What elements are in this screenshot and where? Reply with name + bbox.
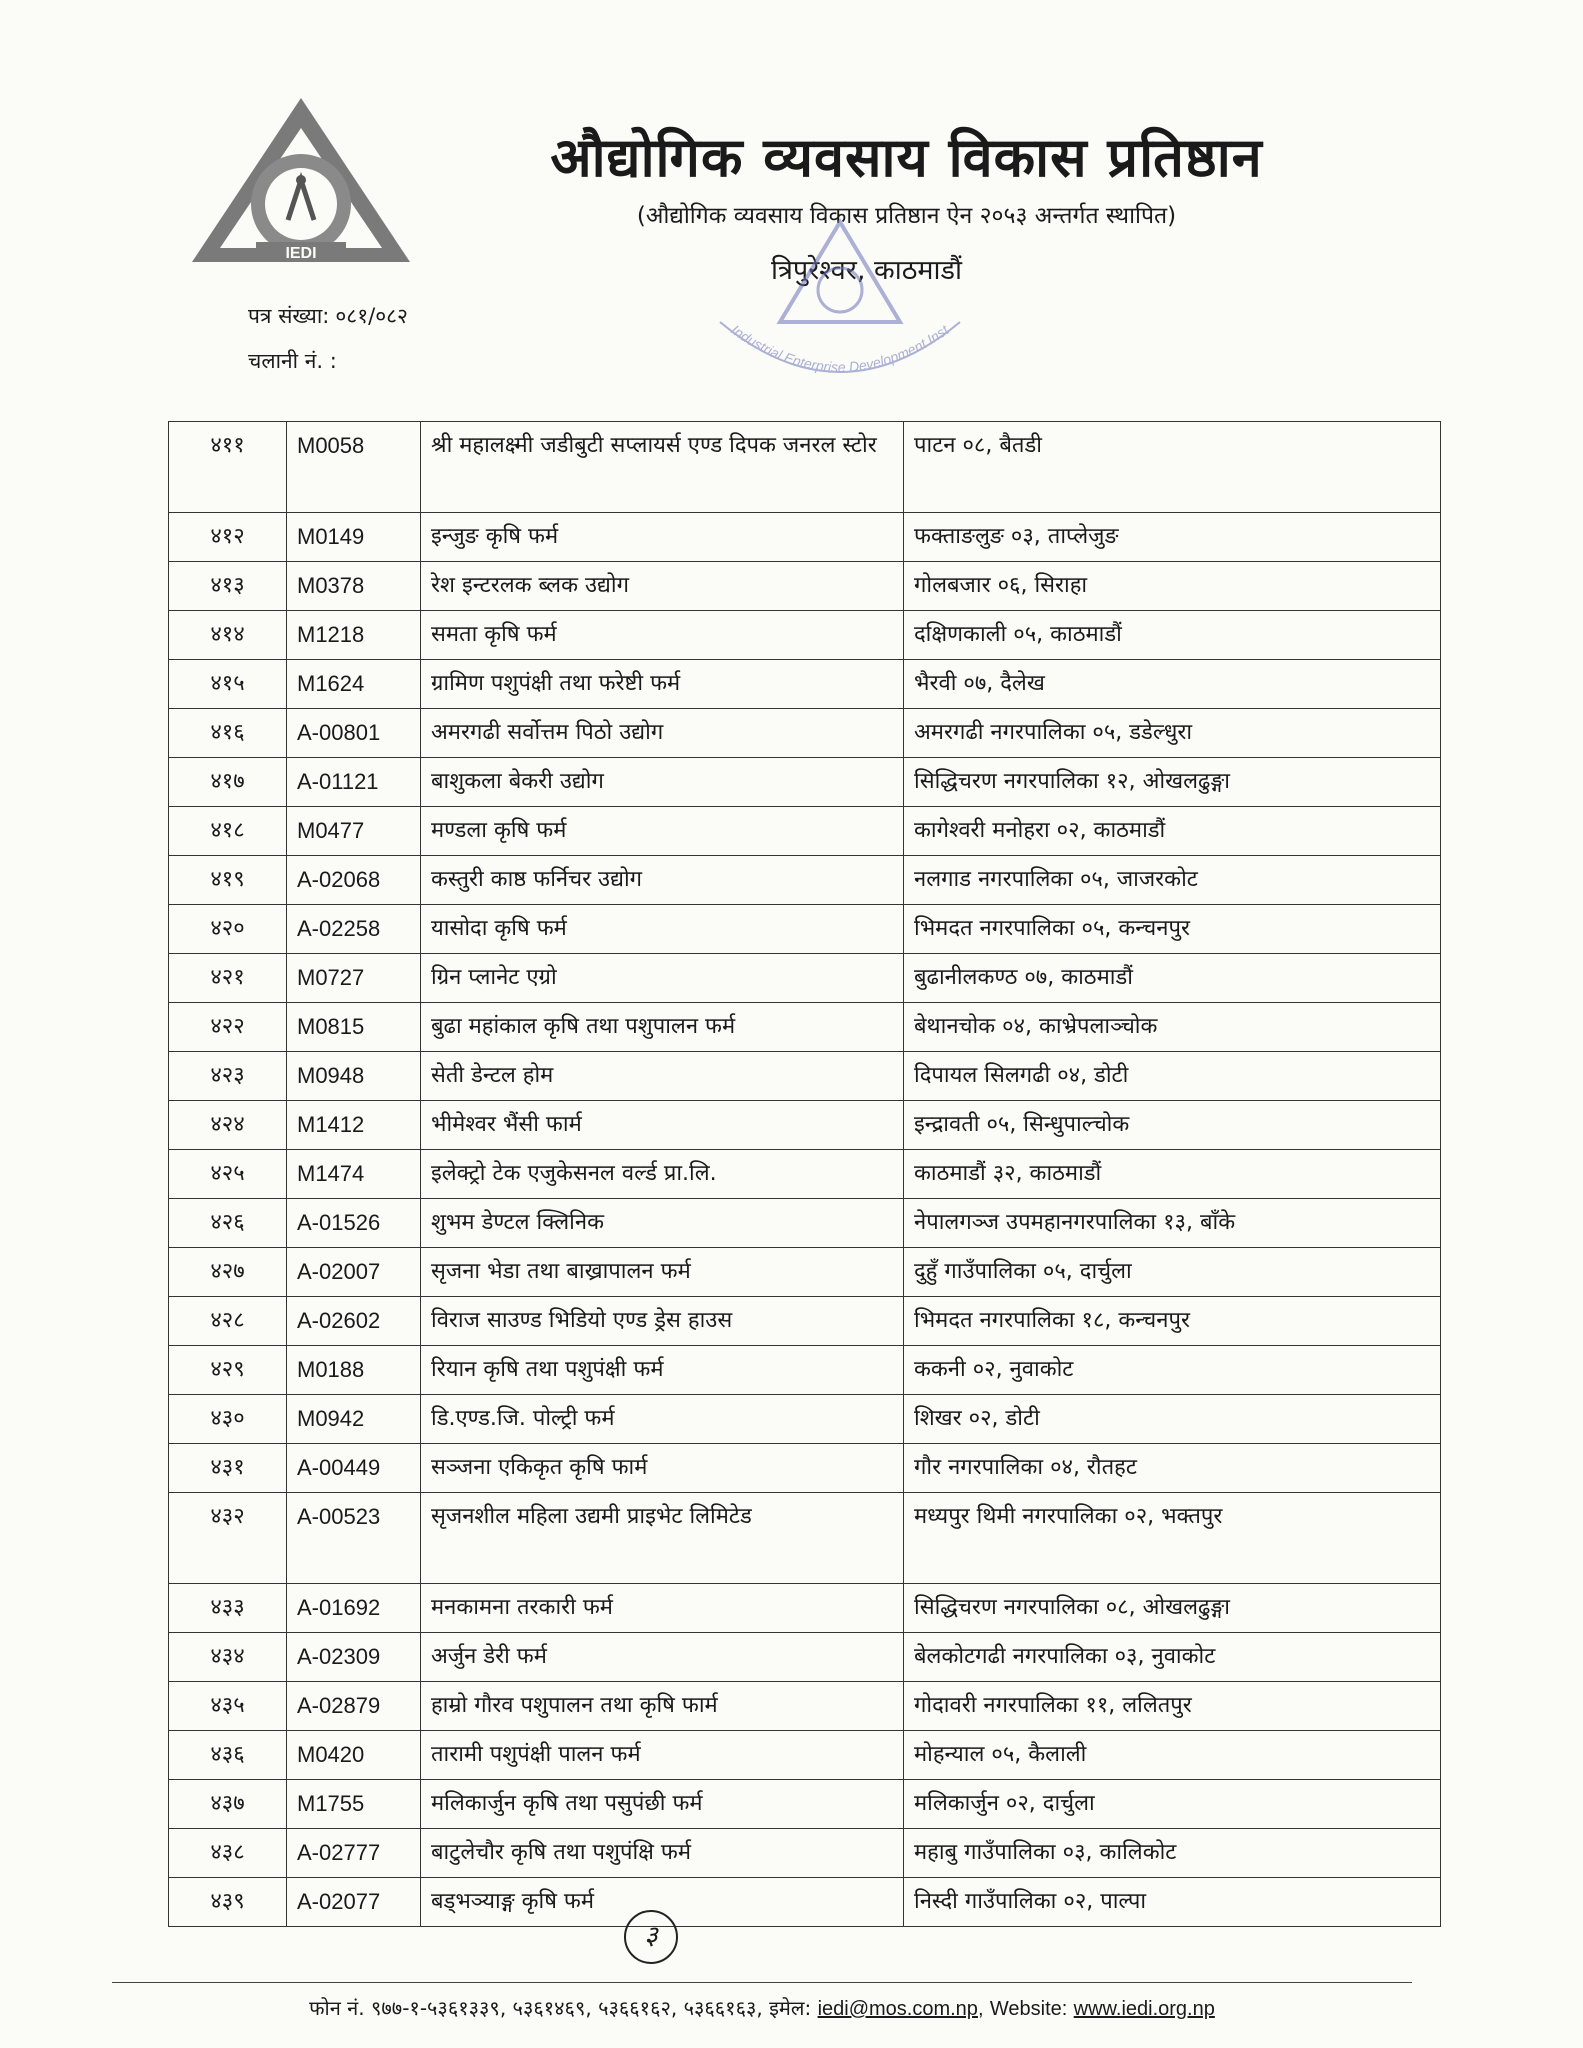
enterprise-name-cell: समता कृषि फर्म (421, 611, 904, 660)
serial-number-cell: ४२७ (169, 1248, 287, 1297)
website-link[interactable]: www.iedi.org.np (1073, 1998, 1215, 2020)
table-row (169, 1633, 1441, 1682)
serial-number-cell: ४१९ (169, 856, 287, 905)
table-row (169, 1248, 1441, 1297)
table-row (169, 1101, 1441, 1150)
serial-number-cell: ४३७ (169, 1780, 287, 1829)
enterprise-name-cell: सृजना भेडा तथा बाख्रापालन फर्म (421, 1248, 904, 1297)
registration-code-cell: M0149 (287, 513, 421, 562)
table-row (169, 1731, 1441, 1780)
enterprise-name-cell: मनकामना तरकारी फर्म (421, 1584, 904, 1633)
registration-code-cell: A-00523 (287, 1493, 421, 1584)
enterprise-address-cell: मध्यपुर थिमी नगरपालिका ०२, भक्तपुर (904, 1493, 1441, 1584)
registration-code-cell: M0378 (287, 562, 421, 611)
enterprise-name-cell: मण्डला कृषि फर्म (421, 807, 904, 856)
enterprise-address-cell: फक्ताङलुङ ०३, ताप्लेजुङ (904, 513, 1441, 562)
registration-code-cell: A-02602 (287, 1297, 421, 1346)
table-row (169, 807, 1441, 856)
enterprise-address-cell: अमरगढी नगरपालिका ०५, डडेल्धुरा (904, 709, 1441, 758)
enterprise-address-cell: बुढानीलकण्ठ ०७, काठमाडौं (904, 954, 1441, 1003)
table-row (169, 1346, 1441, 1395)
serial-number-cell: ४२० (169, 905, 287, 954)
registration-code-cell: M0477 (287, 807, 421, 856)
serial-number-cell: ४३६ (169, 1731, 287, 1780)
registration-code-cell: A-01526 (287, 1199, 421, 1248)
serial-number-cell: ४३० (169, 1395, 287, 1444)
table-row (169, 1493, 1441, 1584)
serial-number-cell: ४३१ (169, 1444, 287, 1493)
enterprise-address-cell: बेथानचोक ०४, काभ्रेपलाञ्चोक (904, 1003, 1441, 1052)
serial-number-cell: ४३२ (169, 1493, 287, 1584)
enterprise-name-cell: बाशुकला बेकरी उद्योग (421, 758, 904, 807)
table-row (169, 1003, 1441, 1052)
table-row (169, 1682, 1441, 1731)
enterprise-address-cell: कागेश्वरी मनोहरा ०२, काठमाडौं (904, 807, 1441, 856)
enterprise-name-cell: सञ्जना एकिकृत कृषि फार्म (421, 1444, 904, 1493)
registration-code-cell: M0420 (287, 1731, 421, 1780)
table-row (169, 1199, 1441, 1248)
enterprise-name-cell: इन्जुङ कृषि फर्म (421, 513, 904, 562)
serial-number-cell: ४२९ (169, 1346, 287, 1395)
serial-number-cell: ४१४ (169, 611, 287, 660)
table-row (169, 1444, 1441, 1493)
registration-code-cell: A-02007 (287, 1248, 421, 1297)
registration-code-cell: M1412 (287, 1101, 421, 1150)
registration-code-cell: A-02258 (287, 905, 421, 954)
enterprise-name-cell: सृजनशील महिला उद्यमी प्राइभेट लिमिटेड (421, 1493, 904, 1584)
table-row (169, 513, 1441, 562)
table-row (169, 1878, 1441, 1927)
serial-number-cell: ४२५ (169, 1150, 287, 1199)
enterprise-address-cell: इन्द्रावती ०५, सिन्धुपाल्चोक (904, 1101, 1441, 1150)
enterprise-address-cell: बेलकोटगढी नगरपालिका ०३, नुवाकोट (904, 1633, 1441, 1682)
enterprise-address-cell: पाटन ०८, बैतडी (904, 422, 1441, 513)
enterprise-name-cell: डि.एण्ड.जि. पोल्ट्री फर्म (421, 1395, 904, 1444)
enterprise-address-cell: सिद्धिचरण नगरपालिका १२, ओखलढुङ्गा (904, 758, 1441, 807)
enterprise-address-cell: गोलबजार ०६, सिराहा (904, 562, 1441, 611)
serial-number-cell: ४२१ (169, 954, 287, 1003)
enterprise-address-cell: भिमदत नगरपालिका १८, कन्चनपुर (904, 1297, 1441, 1346)
enterprise-name-cell: बुढा महांकाल कृषि तथा पशुपालन फर्म (421, 1003, 904, 1052)
stamp-seal-icon (700, 212, 980, 412)
footer: फोन नं. ९७७-१-५३६१३३९, ५३६१४६९, ५३६६१६२, ५३६६१६३, इमेल: iedi@mos.com.np, Website: www.iedi.org.np (309, 1996, 1215, 2020)
enterprise-address-cell: निस्दी गाउँपालिका ०२, पाल्पा (904, 1878, 1441, 1927)
enterprise-address-cell: नलगाड नगरपालिका ०५, जाजरकोट (904, 856, 1441, 905)
table-row (169, 1780, 1441, 1829)
enterprise-name-cell: विराज साउण्ड भिडियो एण्ड ड्रेस हाउस (421, 1297, 904, 1346)
letter-number-label: पत्र संख्या: (248, 304, 330, 328)
table-row (169, 1584, 1441, 1633)
enterprise-address-cell: काठमाडौं ३२, काठमाडौं (904, 1150, 1441, 1199)
registration-code-cell: A-02777 (287, 1829, 421, 1878)
enterprise-address-cell: भिमदत नगरपालिका ०५, कन्चनपुर (904, 905, 1441, 954)
enterprise-name-cell: तारामी पशुपंक्षी पालन फर्म (421, 1731, 904, 1780)
registration-code-cell: M0948 (287, 1052, 421, 1101)
table-row (169, 422, 1441, 513)
registration-code-cell: M0727 (287, 954, 421, 1003)
serial-number-cell: ४३९ (169, 1878, 287, 1927)
registration-code-cell: M0815 (287, 1003, 421, 1052)
registration-code-cell: A-00801 (287, 709, 421, 758)
enterprise-address-cell: मोहन्याल ०५, कैलाली (904, 1731, 1441, 1780)
svg-text:IEDI: IEDI (285, 245, 317, 262)
email-label: इमेल: (769, 1996, 812, 2020)
registration-code-cell: M1624 (287, 660, 421, 709)
table-row (169, 709, 1441, 758)
table-row (169, 562, 1441, 611)
registration-code-cell: A-02077 (287, 1878, 421, 1927)
letter-number-value: ०८१/०८२ (335, 304, 408, 328)
registration-code-cell: M1755 (287, 1780, 421, 1829)
enterprise-name-cell: सेती डेन्टल होम (421, 1052, 904, 1101)
serial-number-cell: ४२४ (169, 1101, 287, 1150)
table-row (169, 1150, 1441, 1199)
table-row (169, 660, 1441, 709)
svg-text:Industrial Enterprise Developm: Industrial Enterprise Development Inst (728, 321, 952, 376)
serial-number-cell: ४३४ (169, 1633, 287, 1682)
enterprise-name-cell: मलिकार्जुन कृषि तथा पसुपंछी फर्म (421, 1780, 904, 1829)
table-row (169, 758, 1441, 807)
enterprise-table (168, 421, 1441, 1927)
registration-code-cell: A-02309 (287, 1633, 421, 1682)
enterprise-name-cell: अमरगढी सर्वोत्तम पिठो उद्योग (421, 709, 904, 758)
phone-label: फोन नं. (309, 1996, 365, 2020)
office-stamp (700, 212, 980, 412)
enterprise-address-cell: गोदावरी नगरपालिका ११, ललितपुर (904, 1682, 1441, 1731)
table-row (169, 1395, 1441, 1444)
registration-code-cell: A-00449 (287, 1444, 421, 1493)
enterprise-name-cell: बाटुलेचौर कृषि तथा पशुपंक्षि फर्म (421, 1829, 904, 1878)
registration-code-cell: M1474 (287, 1150, 421, 1199)
enterprise-address-cell: दुहुँ गाउँपालिका ०५, दार्चुला (904, 1248, 1441, 1297)
serial-number-cell: ४१३ (169, 562, 287, 611)
serial-number-cell: ४३८ (169, 1829, 287, 1878)
serial-number-cell: ४१२ (169, 513, 287, 562)
enterprise-address-cell: गौर नगरपालिका ०४, रौतहट (904, 1444, 1441, 1493)
enterprise-address-cell: भैरवी ०७, दैलेख (904, 660, 1441, 709)
enterprise-name-cell: ग्रिन प्लानेट एग्रो (421, 954, 904, 1003)
registration-code-cell: A-02879 (287, 1682, 421, 1731)
enterprise-address-cell: दिपायल सिलगढी ०४, डोटी (904, 1052, 1441, 1101)
serial-number-cell: ४३५ (169, 1682, 287, 1731)
org-title: औद्योगिक व्यवसाय विकास प्रतिष्ठान (550, 126, 1263, 189)
org-subtitle: (औद्योगिक व्यवसाय विकास प्रतिष्ठान ऐन २०५३ अन्तर्गत स्थापित) (636, 203, 1177, 229)
enterprise-address-cell: दक्षिणकाली ०५, काठमाडौं (904, 611, 1441, 660)
enterprise-address-cell: ककनी ०२, नुवाकोट (904, 1346, 1441, 1395)
table-row (169, 1297, 1441, 1346)
website-label: Website: (989, 1998, 1068, 2020)
enterprise-name-cell: हाम्रो गौरव पशुपालन तथा कृषि फार्म (421, 1682, 904, 1731)
org-address: त्रिपुरेश्वर, काठमाडौं (771, 255, 962, 286)
serial-number-cell: ४२३ (169, 1052, 287, 1101)
registration-code-cell: A-01692 (287, 1584, 421, 1633)
table-row (169, 856, 1441, 905)
phone-numbers: ९७७-१-५३६१३३९, ५३६१४६९, ५३६६१६२, ५३६६१६३, (371, 1996, 763, 2020)
serial-number-cell: ४१५ (169, 660, 287, 709)
serial-number-cell: ४११ (169, 422, 287, 513)
enterprise-name-cell: ग्रामिण पशुपंक्षी तथा फरेष्टी फर्म (421, 660, 904, 709)
enterprise-address-cell: शिखर ०२, डोटी (904, 1395, 1441, 1444)
registration-code-cell: M1218 (287, 611, 421, 660)
registration-code-cell: M0188 (287, 1346, 421, 1395)
serial-number-cell: ४२८ (169, 1297, 287, 1346)
serial-number-cell: ४२२ (169, 1003, 287, 1052)
enterprise-address-cell: नेपालगञ्ज उपमहानगरपालिका १३, बाँके (904, 1199, 1441, 1248)
table-row (169, 905, 1441, 954)
table-row (169, 954, 1441, 1003)
enterprise-name-cell: अर्जुन डेरी फर्म (421, 1633, 904, 1682)
enterprise-name-cell: यासोदा कृषि फर्म (421, 905, 904, 954)
table-row (169, 611, 1441, 660)
email-link[interactable]: iedi@mos.com.np (817, 1998, 978, 2020)
enterprise-name-cell: रियान कृषि तथा पशुपंक्षी फर्म (421, 1346, 904, 1395)
serial-number-cell: ४३३ (169, 1584, 287, 1633)
enterprise-name-cell: शुभम डेण्टल क्लिनिक (421, 1199, 904, 1248)
footer-divider (112, 1982, 1412, 1983)
dispatch-number-label: चलानी नं. : (248, 349, 337, 373)
table-row (169, 1829, 1441, 1878)
serial-number-cell: ४२६ (169, 1199, 287, 1248)
page-number: ३ (624, 1910, 678, 1964)
serial-number-cell: ४१८ (169, 807, 287, 856)
registration-code-cell: A-02068 (287, 856, 421, 905)
registration-code-cell: A-01121 (287, 758, 421, 807)
enterprise-name-cell: बड्भञ्याङ्ग कृषि फर्म (421, 1878, 904, 1927)
enterprise-name-cell: भीमेश्वर भैंसी फार्म (421, 1101, 904, 1150)
enterprise-name-cell: कस्तुरी काष्ठ फर्निचर उद्योग (421, 856, 904, 905)
enterprise-address-cell: महाबु गाउँपालिका ०३, कालिकोट (904, 1829, 1441, 1878)
enterprise-name-cell: इलेक्ट्रो टेक एजुकेसनल वर्ल्ड प्रा.लि. (421, 1150, 904, 1199)
registration-code-cell: M0058 (287, 422, 421, 513)
enterprise-name-cell: श्री महालक्ष्मी जडीबुटी सप्लायर्स एण्ड दिपक जनरल स्टोर (421, 422, 904, 513)
table-row (169, 1052, 1441, 1101)
registration-code-cell: M0942 (287, 1395, 421, 1444)
enterprise-address-cell: सिद्धिचरण नगरपालिका ०८, ओखलढुङ्गा (904, 1584, 1441, 1633)
dispatch-number (248, 347, 337, 375)
enterprise-name-cell: रेश इन्टरलक ब्लक उद्योग (421, 562, 904, 611)
serial-number-cell: ४१६ (169, 709, 287, 758)
serial-number-cell: ४१७ (169, 758, 287, 807)
letter-number (248, 302, 408, 330)
enterprise-address-cell: मलिकार्जुन ०२, दार्चुला (904, 1780, 1441, 1829)
